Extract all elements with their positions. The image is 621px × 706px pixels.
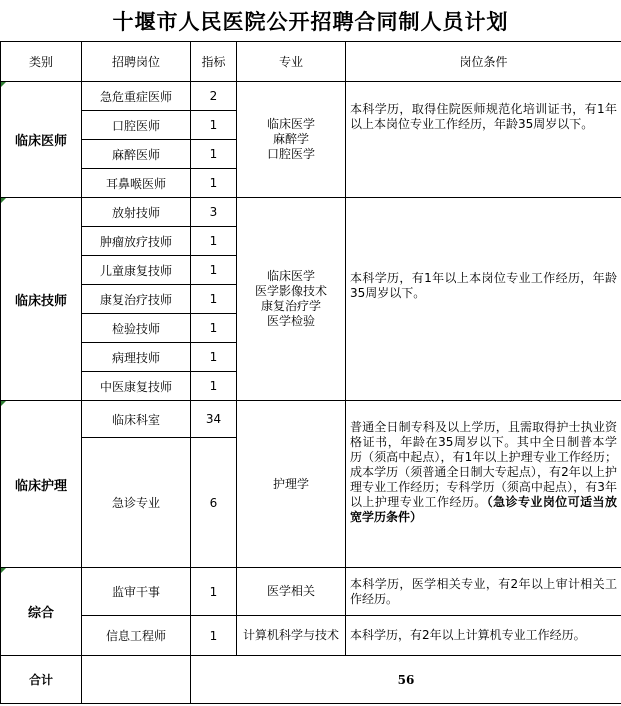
header-count: 指标	[191, 42, 237, 82]
condition-text: 普通全日制专科及以上学历，且需取得护士执业资格证书，年龄在35周岁以下。其中全日制普本学历（须高中起点），有1年以上护理专业工作经历；成本学历（须普通全日制大专起点），有2年以上护理专业工作经历；专科学历（须高中起点），有3年以上护理专业工作经历。	[350, 420, 617, 509]
post-cell: 临床科室	[82, 401, 191, 438]
post-cell: 康复治疗技师	[82, 285, 191, 314]
header-condition: 岗位条件	[346, 42, 621, 82]
major-line: 康复治疗学	[260, 299, 321, 313]
count-cell: 1	[191, 111, 237, 140]
major-cell	[237, 198, 346, 401]
count-cell: 1	[191, 568, 237, 616]
count-cell: 1	[191, 372, 237, 401]
header-row	[1, 42, 621, 82]
count-cell: 2	[191, 82, 237, 111]
major-line: 临床医学	[266, 117, 315, 131]
major-line: 临床医学	[266, 269, 315, 283]
major-line: 医学影像技术	[254, 284, 327, 298]
header-major: 专业	[237, 42, 346, 82]
recruitment-table	[0, 41, 621, 704]
total-label: 合计	[1, 656, 82, 704]
major-cell	[237, 82, 346, 198]
category-general: 综合	[1, 568, 82, 656]
major-line: 口腔医学	[266, 147, 315, 161]
table-row	[1, 198, 621, 227]
post-cell: 肿瘤放疗技师	[82, 227, 191, 256]
table-row	[1, 616, 621, 656]
major-line: 麻醉学	[272, 132, 309, 146]
count-cell: 1	[191, 227, 237, 256]
post-cell: 耳鼻喉医师	[82, 169, 191, 198]
post-cell: 监审干事	[82, 568, 191, 616]
table-row	[1, 401, 621, 438]
post-cell: 信息工程师	[82, 616, 191, 656]
post-cell: 中医康复技师	[82, 372, 191, 401]
count-cell: 34	[191, 401, 237, 438]
post-cell: 放射技师	[82, 198, 191, 227]
category-clinical-nursing: 临床护理	[1, 401, 82, 568]
count-cell: 1	[191, 616, 237, 656]
count-cell: 1	[191, 343, 237, 372]
total-value: 56	[191, 656, 621, 704]
page-title: 十堰市人民医院公开招聘合同制人员计划	[112, 9, 509, 34]
post-cell: 急诊专业	[82, 438, 191, 568]
count-cell: 1	[191, 256, 237, 285]
major-cell: 护理学	[237, 401, 346, 568]
condition-cell: 本科学历，有1年以上本岗位专业工作经历，年龄35周岁以下。	[346, 198, 621, 401]
count-cell: 1	[191, 285, 237, 314]
header-category: 类别	[1, 42, 82, 82]
count-cell: 6	[191, 438, 237, 568]
condition-cell: 本科学历，有2年以上计算机专业工作经历。	[346, 616, 621, 656]
count-cell: 1	[191, 169, 237, 198]
condition-cell: 本科学历，医学相关专业，有2年以上审计相关工作经历。	[346, 568, 621, 616]
post-cell: 儿童康复技师	[82, 256, 191, 285]
post-cell: 麻醉医师	[82, 140, 191, 169]
post-cell: 病理技师	[82, 343, 191, 372]
table-row	[1, 568, 621, 616]
header-post: 招聘岗位	[82, 42, 191, 82]
condition-note: （急诊专业岗位可适当放宽学历条件）	[350, 495, 617, 524]
category-clinical-physician: 临床医师	[1, 82, 82, 198]
category-clinical-technician: 临床技师	[1, 198, 82, 401]
condition-cell	[346, 401, 621, 568]
total-row	[1, 656, 621, 704]
count-cell: 1	[191, 140, 237, 169]
table-row	[1, 82, 621, 111]
post-cell: 检验技师	[82, 314, 191, 343]
post-cell: 急危重症医师	[82, 82, 191, 111]
count-cell: 1	[191, 314, 237, 343]
condition-cell: 本科学历，取得住院医师规范化培训证书，有1年以上本岗位专业工作经历，年龄35周岁以下。	[346, 82, 621, 198]
major-cell: 医学相关	[237, 568, 346, 616]
post-cell: 口腔医师	[82, 111, 191, 140]
empty-cell	[82, 656, 191, 704]
major-line: 医学检验	[266, 314, 315, 328]
count-cell: 3	[191, 198, 237, 227]
major-cell: 计算机科学与技术	[237, 616, 346, 656]
